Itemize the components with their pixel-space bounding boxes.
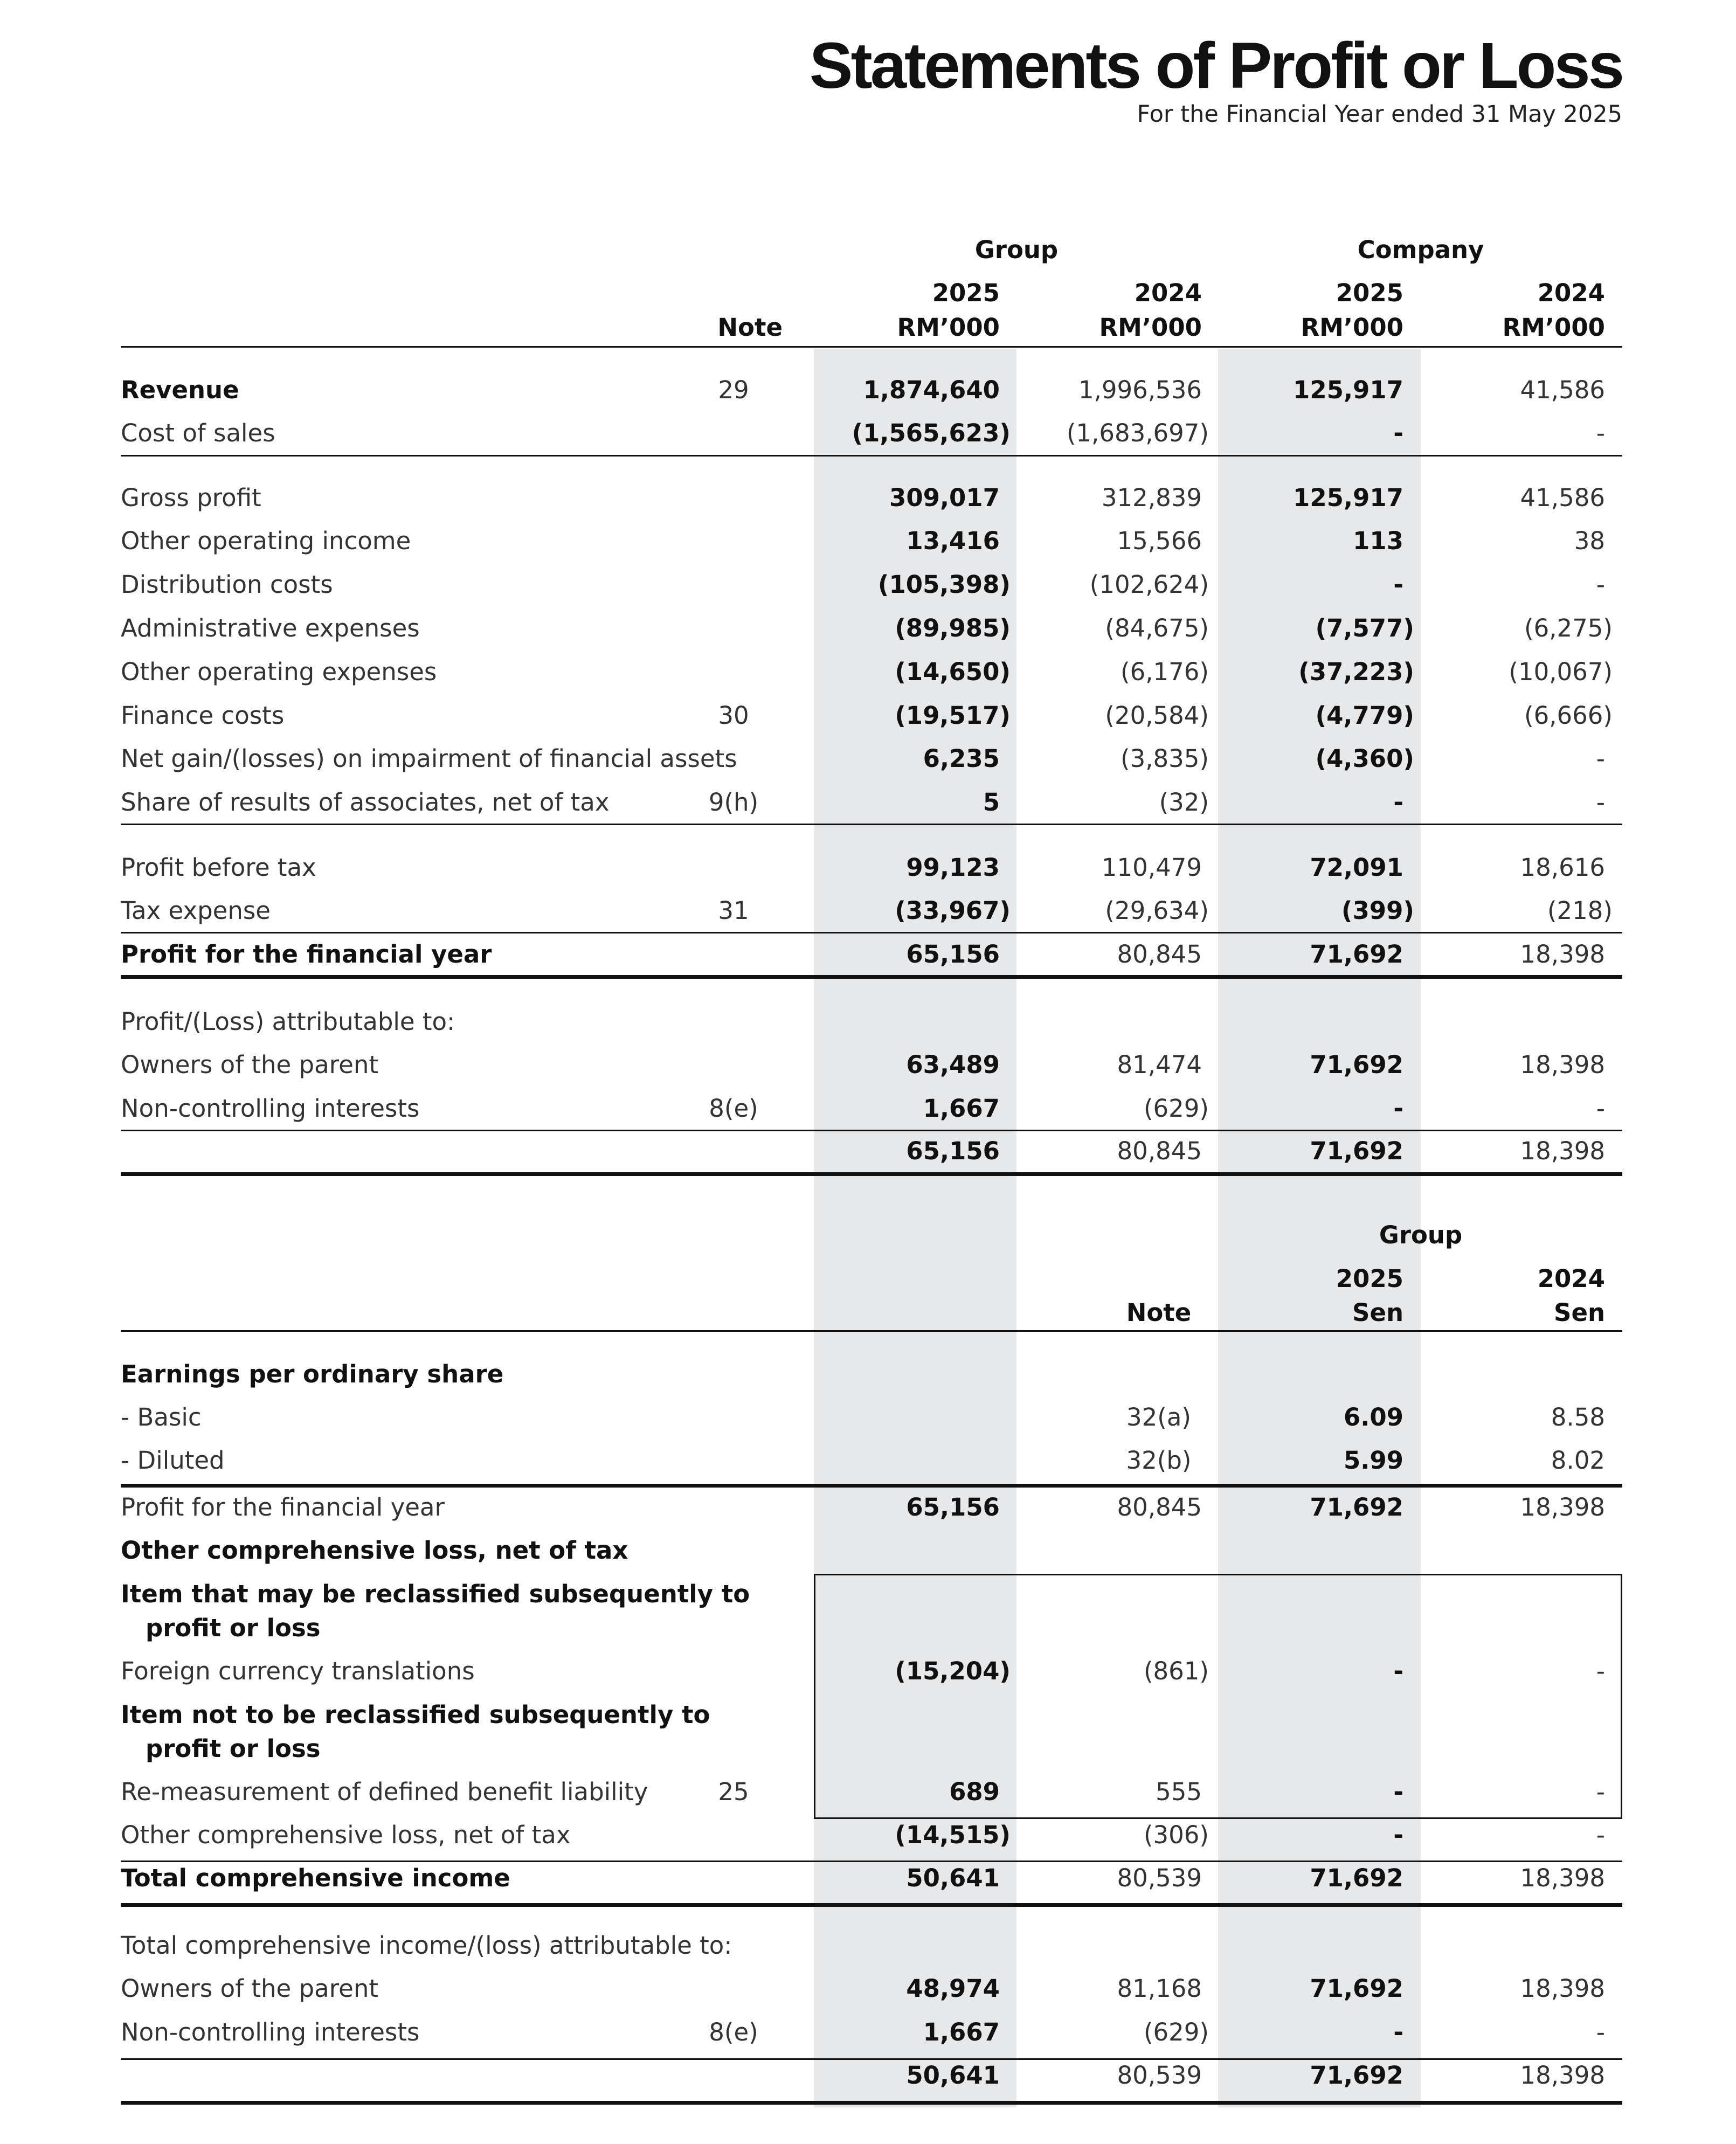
- row-label: Profit for the financial year: [121, 1493, 445, 1521]
- row-value: -: [1596, 1657, 1605, 1685]
- column-unit-header: RM’000: [1502, 313, 1605, 342]
- row-value: -: [1596, 1821, 1605, 1849]
- row-note: 25: [718, 1778, 749, 1806]
- rule: [121, 932, 1622, 933]
- row-value: 65,156: [906, 940, 1000, 969]
- row-value: 65,156: [906, 1137, 1000, 1165]
- row-value: (1,683,697): [1066, 419, 1209, 447]
- row-value: (861): [1143, 1657, 1209, 1685]
- row-value: 13,416: [906, 527, 1000, 555]
- row-value: 71,692: [1310, 940, 1403, 969]
- row-label: Profit for the financial year: [121, 940, 492, 969]
- eps-row-label: - Diluted: [121, 1446, 225, 1475]
- row-label: Profit/(Loss) attributable to:: [121, 1007, 455, 1036]
- row-value: (7,577): [1315, 614, 1414, 642]
- row-value: 689: [949, 1778, 1000, 1806]
- row-value: (14,650): [895, 658, 1011, 686]
- row-note: 8(e): [709, 2018, 758, 2046]
- row-value: 71,692: [1310, 2061, 1403, 2090]
- row-value: 312,839: [1101, 483, 1202, 512]
- column-unit-header: RM’000: [1099, 313, 1202, 342]
- row-value: 18,398: [1520, 2061, 1605, 2090]
- row-value: 18,616: [1520, 853, 1605, 882]
- row-value: (105,398): [877, 570, 1011, 599]
- row-value: (15,204): [895, 1657, 1011, 1685]
- row-value: 65,156: [906, 1493, 1000, 1521]
- row-value: -: [1393, 2018, 1403, 2046]
- row-value: 309,017: [889, 483, 1000, 512]
- row-label: Non-controlling interests: [121, 2018, 420, 2046]
- row-value: (10,067): [1509, 658, 1613, 686]
- page-title: Statements of Profit or Loss: [809, 29, 1622, 102]
- row-label: Share of results of associates, net of tax: [121, 788, 610, 817]
- company-column-group-header: Company: [1357, 236, 1484, 264]
- row-value: (4,360): [1315, 744, 1414, 773]
- rule: [121, 1484, 1622, 1488]
- eps-row-note: 32(a): [1126, 1403, 1191, 1431]
- row-note: 9(h): [708, 788, 759, 817]
- row-label: Other comprehensive loss, net of tax: [121, 1536, 628, 1565]
- row-value: 71,692: [1310, 1050, 1403, 1079]
- row-value: 1,996,536: [1078, 376, 1202, 404]
- oci-items-box: [814, 1574, 1622, 1819]
- row-value: (3,835): [1121, 744, 1209, 773]
- row-value: (4,779): [1315, 701, 1414, 730]
- row-label: Item not to be reclassified subsequently to: [121, 1700, 710, 1729]
- row-label-continued: profit or loss: [146, 1734, 321, 1763]
- row-value: (29,634): [1105, 896, 1209, 925]
- eps-note-header: Note: [1126, 1298, 1192, 1327]
- eps-row-value: 5.99: [1343, 1446, 1403, 1475]
- row-label: Item that may be reclassified subsequently to: [121, 1580, 750, 1608]
- rule: [121, 2058, 1622, 2060]
- column-year-header: 2024: [1134, 279, 1202, 307]
- row-value: 80,845: [1117, 1493, 1202, 1521]
- row-value: (399): [1341, 896, 1414, 925]
- row-label: Other operating income: [121, 527, 411, 555]
- column-year-header: 2025: [932, 279, 1000, 307]
- row-value: 125,917: [1293, 483, 1403, 512]
- row-note: 8(e): [709, 1094, 758, 1123]
- row-label: Owners of the parent: [121, 1974, 379, 2003]
- eps-group-header: Group: [1379, 1221, 1463, 1249]
- row-value: (6,275): [1524, 614, 1613, 642]
- row-value: 6,235: [923, 744, 1000, 773]
- row-value: 18,398: [1520, 940, 1605, 969]
- row-label: Other operating expenses: [121, 658, 437, 686]
- rule: [121, 975, 1622, 979]
- column-year-header: 2025: [1336, 279, 1403, 307]
- group-column-group-header: Group: [974, 236, 1059, 264]
- row-value: 1,667: [923, 1094, 1000, 1123]
- row-value: (37,223): [1298, 658, 1414, 686]
- row-value: 50,641: [906, 2061, 1000, 2090]
- row-value: 18,398: [1520, 1493, 1605, 1521]
- row-value: (306): [1143, 1821, 1209, 1849]
- row-value: (6,176): [1121, 658, 1209, 686]
- row-value: (1,565,623): [852, 419, 1011, 447]
- rule: [121, 2101, 1622, 2105]
- row-label: Gross profit: [121, 483, 261, 512]
- row-value: -: [1393, 419, 1403, 447]
- page-header: [810, 28, 1622, 129]
- eps-row-value: 8.58: [1551, 1403, 1605, 1431]
- row-note: 31: [718, 896, 749, 925]
- row-value: (89,985): [895, 614, 1011, 642]
- row-value: 555: [1156, 1778, 1202, 1806]
- row-value: (84,675): [1105, 614, 1209, 642]
- row-value: -: [1596, 1778, 1605, 1806]
- row-label: Total comprehensive income/(loss) attributable to:: [121, 1931, 732, 1960]
- row-value: 50,641: [906, 1864, 1000, 1892]
- row-value: 1,874,640: [863, 376, 1000, 404]
- eps-row-note: 32(b): [1126, 1446, 1192, 1475]
- rule: [121, 1330, 1622, 1332]
- row-value: (20,584): [1105, 701, 1209, 730]
- row-value: 81,474: [1117, 1050, 1202, 1079]
- row-value: 41,586: [1520, 483, 1605, 512]
- rule: [121, 346, 1622, 348]
- row-value: -: [1596, 419, 1605, 447]
- row-label: Tax expense: [121, 896, 271, 925]
- row-value: 80,539: [1117, 2061, 1202, 2090]
- row-label: Foreign currency translations: [121, 1657, 475, 1685]
- row-value: -: [1393, 788, 1403, 817]
- row-label: Net gain/(losses) on impairment of financial assets: [121, 744, 737, 773]
- row-value: 41,586: [1520, 376, 1605, 404]
- row-label: Profit before tax: [121, 853, 316, 882]
- eps-column-unit-header: Sen: [1352, 1298, 1403, 1327]
- rule: [121, 824, 1622, 825]
- row-value: 18,398: [1520, 1050, 1605, 1079]
- row-value: (629): [1143, 1094, 1209, 1123]
- row-value: (19,517): [895, 701, 1011, 730]
- row-value: 99,123: [906, 853, 1000, 882]
- row-value: (6,666): [1524, 701, 1613, 730]
- row-value: -: [1393, 1821, 1403, 1849]
- eps-row-value: 8.02: [1551, 1446, 1605, 1475]
- column-unit-header: RM’000: [897, 313, 1000, 342]
- row-value: 113: [1353, 527, 1403, 555]
- row-value: -: [1596, 1094, 1605, 1123]
- row-value: -: [1596, 570, 1605, 599]
- row-value: (629): [1143, 2018, 1209, 2046]
- row-value: -: [1393, 570, 1403, 599]
- row-label: Re-measurement of defined benefit liability: [121, 1778, 648, 1806]
- eps-column-year-header: 2024: [1537, 1264, 1605, 1293]
- row-note: 29: [718, 376, 749, 404]
- row-value: -: [1393, 1778, 1403, 1806]
- row-value: 48,974: [906, 1974, 1000, 2003]
- row-value: 15,566: [1117, 527, 1202, 555]
- rule: [121, 1903, 1622, 1907]
- row-label: Administrative expenses: [121, 614, 420, 642]
- row-value: 80,845: [1117, 940, 1202, 969]
- row-value: -: [1596, 744, 1605, 773]
- row-label: Distribution costs: [121, 570, 333, 599]
- note-column-header: Note: [717, 313, 783, 342]
- row-value: 80,845: [1117, 1137, 1202, 1165]
- eps-column-unit-header: Sen: [1554, 1298, 1605, 1327]
- row-value: 18,398: [1520, 1974, 1605, 2003]
- row-value: 110,479: [1101, 853, 1202, 882]
- row-value: -: [1393, 1657, 1403, 1685]
- eps-heading: Earnings per ordinary share: [121, 1360, 504, 1388]
- row-value: 81,168: [1117, 1974, 1202, 2003]
- eps-row-label: - Basic: [121, 1403, 202, 1431]
- column-year-header: 2024: [1537, 279, 1605, 307]
- row-value: 38: [1574, 527, 1605, 555]
- rule: [121, 1861, 1622, 1862]
- row-value: 18,398: [1520, 1864, 1605, 1892]
- row-label: Other comprehensive loss, net of tax: [121, 1821, 571, 1849]
- row-label-continued: profit or loss: [146, 1614, 321, 1642]
- row-note: 30: [718, 701, 749, 730]
- row-value: (32): [1159, 788, 1209, 817]
- column-unit-header: RM’000: [1301, 313, 1403, 342]
- row-value: -: [1596, 2018, 1605, 2046]
- row-value: 63,489: [906, 1050, 1000, 1079]
- row-label: Finance costs: [121, 701, 285, 730]
- rule: [121, 455, 1622, 457]
- row-value: 71,692: [1310, 1864, 1403, 1892]
- row-value: -: [1596, 788, 1605, 817]
- row-value: (33,967): [895, 896, 1011, 925]
- row-value: 71,692: [1310, 1974, 1403, 2003]
- row-value: (218): [1547, 896, 1613, 925]
- row-label: Revenue: [121, 376, 239, 404]
- eps-column-year-header: 2025: [1336, 1264, 1403, 1293]
- row-value: 18,398: [1520, 1137, 1605, 1165]
- row-value: (14,515): [895, 1821, 1011, 1849]
- row-label: Cost of sales: [121, 419, 275, 447]
- eps-row-value: 6.09: [1343, 1403, 1403, 1431]
- row-value: -: [1393, 1094, 1403, 1123]
- row-label: Total comprehensive income: [121, 1864, 510, 1892]
- row-label: Owners of the parent: [121, 1050, 379, 1079]
- page-subtitle: For the Financial Year ended 31 May 2025: [1137, 101, 1622, 128]
- row-value: 5: [983, 788, 1000, 817]
- row-value: 71,692: [1310, 1493, 1403, 1521]
- row-value: 1,667: [923, 2018, 1000, 2046]
- rule: [121, 1130, 1622, 1131]
- row-value: 71,692: [1310, 1137, 1403, 1165]
- row-value: (102,624): [1089, 570, 1209, 599]
- row-value: 125,917: [1293, 376, 1403, 404]
- row-value: 80,539: [1117, 1864, 1202, 1892]
- rule: [121, 1172, 1622, 1176]
- row-label: Non-controlling interests: [121, 1094, 420, 1123]
- row-value: 72,091: [1310, 853, 1403, 882]
